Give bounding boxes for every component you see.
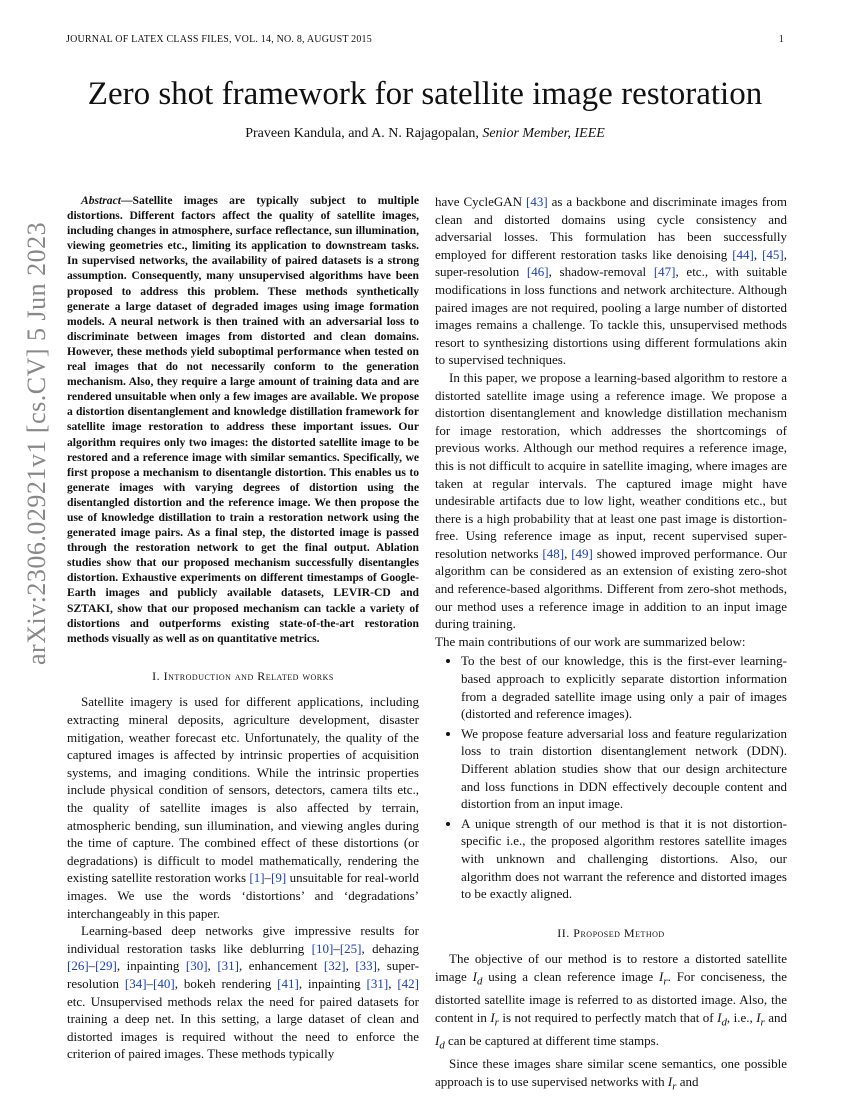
contributions-intro: The main contributions of our work are summarized below:	[435, 633, 746, 649]
text: have CycleGAN	[435, 194, 526, 209]
citation-link[interactable]: [33]	[355, 958, 378, 974]
abstract	[67, 193, 419, 646]
text: etc. Unsupervised methods relax the need for paired datasets for training a deep net. In this setting, a large dataset of clean and distorted images is required without the need to enforce the criterion of paired images. These methods typically	[67, 993, 419, 1062]
citation-link[interactable]: [29]	[95, 958, 117, 974]
list-item: • A unique strength of our method is that it is not distortion-specific i.e., the proposed algorithm restores satellite images with unknown and challenging distortions. Also, our algorithm does not warrant the reference and distorted images to be exactly aligned.	[461, 815, 787, 903]
math-sub: r	[760, 1016, 765, 1029]
citation-link[interactable]: [43]	[525, 194, 548, 209]
text: and	[676, 1073, 699, 1089]
math-symbol	[435, 1032, 445, 1052]
text: , shadow-removal	[548, 264, 654, 280]
citation-link[interactable]: [31]	[217, 958, 239, 974]
math-sub: d	[721, 1016, 727, 1029]
math-sub: r	[494, 1016, 499, 1029]
text: , super-resolution	[435, 246, 788, 280]
math-I: I	[435, 1032, 440, 1048]
list-item: • To the best of our knowledge, this is the first-ever learning-based approach to explicitly separate distortion information from a degraded satellite image using only a pair of images (distorted and reference images).	[461, 652, 787, 722]
text: In this paper, we propose a learning-based algorithm to restore a distorted satellite image using a reference image. We propose a distortion disentanglement and knowledge distillation mechanism for image restoration, which addresses the shortcomings of previous works. Although our method requires a reference image, this is not difficult to acquire in satellite imaging, where images are taken at regular intervals. The captured image might have undesirable artifacts due to low light, weather conditions etc., but there is a high probability that at least one past image is distortion-free. Using reference image as input, recent supervised super-resolution networks	[435, 369, 787, 561]
running-header	[66, 34, 784, 48]
math-sub: d	[439, 1039, 445, 1052]
text: , inpainting	[298, 975, 367, 991]
text: , super-resolution	[67, 958, 420, 991]
citation-link[interactable]: [41]	[277, 975, 299, 991]
intro-paragraph-2: Learning-based deep networks give impressive results for individual restoration tasks like deblurring [10]–[25], dehazing [26]–[29], inpainting [30], [31], enhancement [32], [33], super-resolution [34]–[40], bokeh rendering [41], inpainting [31], [42] etc. Unsupervised methods relax the need for paired datasets for training a deep net. In this setting, a large dataset of clean and distorted images is required without the need to enforce the criterion of paired images. These methods typically	[67, 923, 420, 1062]
text: showed improved performance. Our algorithm can be considered as an extension of existing zero-shot and reference-based algorithms. Different from zero-shot methods, our method uses a reference image in addition to an input image during training.	[435, 545, 788, 632]
citation-link[interactable]: [9]	[271, 870, 287, 886]
dash: –	[264, 870, 272, 886]
citation-link[interactable]: [26]	[67, 958, 89, 974]
text: , enhancement	[239, 958, 324, 974]
text: is not required to perfectly match that of	[498, 1009, 718, 1025]
text: Since these images share similar scene semantics, one possible approach is to use supervised networks with	[435, 1056, 787, 1089]
intro-p1-tail: unsuitable for real-world images. We use the words ‘distortions’ and ‘degradations’ interchangeably in this paper.	[67, 870, 420, 921]
list-item: • We propose feature adversarial loss and feature regularization loss to train distortion disentanglement network (DDN). Different ablation studies show that our design architecture and loss functions in DDN effectively decouple content and distortion from an input image.	[461, 725, 787, 813]
text: , dehazing	[361, 940, 419, 956]
text: Learning-based deep networks give impressive results for individual restoration tasks like deblurring	[67, 923, 419, 956]
page-number: 1	[778, 34, 784, 45]
citation-link[interactable]: [30]	[185, 958, 208, 974]
abstract-text: —Satellite images are typically subject to multiple distortions. Different factors affect the quality of satellite images, including changes in atmosphere, surface reflectance, sun illumination, viewing geometries etc., limiting its application to downstream tasks. In supervised networks, the availability of paired datasets is a strong assumption. Consequently, many unsupervised algorithms have been proposed to address this problem. These methods synthetically generate a large dataset of degraded images using image formation models. A neural network is then trained with an adversarial loss to discriminate between images from distorted and clean domains. However, these methods yield suboptimal performance when tested on real images that do not necessarily conform to the generation mechanism. Also, they require a large amount of training data and are rendered unsuitable when only a few images are available. We propose a distortion disentanglement and knowledge distillation framework for satellite image restoration to address these important issues. Our algorithm requires only two images: the distorted satellite image to be restored and a reference image with similar semantics. Specifically, we first propose a mechanism to disentangle distortion. This enables us to generate images with varying degrees of distortion using the disentangled distortion and the reference image. We then propose the use of knowledge distillation to train a restoration network using the generated image pairs. As a final step, the distorted image is passed through the restoration network to get the final output. Ablation studies show that our proposed mechanism successfully disentangles distortion. Exhaustive experiments on different timestamps of Google-Earth images and publicly available datasets, LEVIR-CD and SZTAKI, show that our proposed mechanism can tackle a variety of distortions and outperforms existing state-of-the-art restoration methods visually as well as on quantitative metrics.	[67, 194, 419, 645]
math-I: I	[659, 968, 664, 984]
text: as a backbone and discriminate images from clean and distorted domains using cycle consistency and adversarial losses. This formulation has been successfully employed for different restoration tasks like denoising	[435, 194, 788, 262]
math-symbol	[490, 1009, 499, 1029]
citation-link[interactable]: [46]	[526, 264, 549, 280]
section-heading-1: I. Introduction and Related works	[152, 668, 334, 683]
math-symbol	[472, 968, 483, 988]
text: , i.e.,	[726, 1009, 757, 1025]
author-names: Praveen Kandula, and A. N. Rajagopalan,	[245, 126, 479, 141]
citation-link[interactable]: [34]	[124, 975, 147, 991]
citation-link[interactable]: [1]	[249, 870, 265, 886]
math-symbol	[659, 968, 668, 988]
intro-paragraph-1	[67, 693, 419, 922]
text: can be captured at different time stamps.	[444, 1032, 659, 1048]
citation-link[interactable]: [25]	[339, 940, 362, 956]
math-I: I	[472, 968, 477, 984]
citation-link[interactable]: [48]	[542, 545, 565, 561]
paper-title: Zero shot framework for satellite image restoration	[87, 76, 763, 112]
text: , etc., with suitable modifications in loss functions and network architecture. Although paired images are not required, pooling a large number of distorted images remains a challenge. To tackle this, unsupervised methods resort to synthesizing distortions using different formulations akin to supervised techniques.	[435, 264, 787, 368]
text: , bokeh rendering	[174, 975, 278, 991]
left-column	[67, 193, 419, 1063]
math-sub: r	[663, 975, 668, 988]
author-line	[0, 126, 850, 142]
method-paragraph-2	[435, 1055, 787, 1096]
right-paragraph-0: have CycleGAN [43] as a backbone and discriminate images from clean and distorted domains using cycle consistency and adversarial losses. This formulation has been successfully employed for different restoration tasks like denoising [44], [45], super-resolution [46], shadow-removal [47], etc., with suitable modifications in loss functions and network architecture. Although paired images are not required, pooling a large number of distorted images remains a challenge. To tackle this, unsupervised methods resort to synthesizing distortions using different formulations akin to supervised techniques.	[435, 194, 788, 368]
text: . For conciseness, the distorted satellite image is referred to as distorted image. Also, the content in	[435, 968, 788, 1025]
citation-link[interactable]: [44]	[732, 246, 754, 262]
citation-link[interactable]: [10]	[311, 940, 334, 956]
author-role: Senior Member, IEEE	[482, 126, 605, 141]
section-heading-2: II. Proposed Method	[557, 925, 665, 940]
citation-link[interactable]: [40]	[153, 975, 175, 991]
math-I: I	[667, 1073, 673, 1089]
right-column	[435, 193, 787, 1096]
abstract-label: Abstract	[81, 194, 121, 207]
citation-link[interactable]: [32]	[323, 958, 346, 974]
arxiv-stamp: arXiv:2306.02921v1 [cs.CV] 5 Jun 2023	[22, 221, 51, 665]
citation-link[interactable]: [47]	[653, 264, 676, 280]
math-I: I	[490, 1009, 495, 1025]
text: and	[764, 1009, 787, 1025]
math-I: I	[717, 1009, 722, 1025]
math-sub: r	[672, 1080, 677, 1093]
right-paragraph-1: In this paper, we propose a learning-based algorithm to restore a distorted satellite image using a reference image. We propose a distortion disentanglement and knowledge distillation mechanism for image restoration, which addresses the shortcomings of previous works. Although our method requires a reference image, this is not difficult to acquire in satellite imaging, where images are taken at regular intervals. The captured image might have undesirable artifacts due to low light, weather conditions etc., but there is a high probability that at least one past image is distortion-free. Using reference image as input, recent supervised super-resolution networks [48], [49] showed improved performance. Our algorithm can be considered as an extension of existing zero-shot and reference-based algorithms. Different from zero-shot methods, our method uses a reference image in addition to an input image during training.	[435, 369, 788, 632]
text: The objective of our method is to restore a distorted satellite image	[435, 951, 787, 984]
journal-header: JOURNAL OF LATEX CLASS FILES, VOL. 14, NO. 8, AUGUST 2015	[66, 34, 372, 45]
method-paragraph-1	[435, 950, 787, 1055]
math-I: I	[756, 1009, 761, 1025]
text: using a clean reference image	[482, 968, 660, 984]
text: , inpainting	[116, 958, 186, 974]
citation-link[interactable]: [45]	[762, 246, 784, 262]
math-sub: d	[476, 975, 483, 988]
citation-link[interactable]: [42]	[397, 975, 420, 991]
citation-link[interactable]: [31]	[366, 975, 389, 991]
math-symbol	[717, 1009, 727, 1029]
math-symbol	[756, 1009, 765, 1029]
intro-p1-text: Satellite imagery is used for different applications, including extracting mineral deposits, agriculture development, disaster mitigation, weather forecast etc. Unfortunately, the quality of the captured images is affected by intrinsic properties of acquisition systems, and imaging conditions. While the intrinsic properties include physical condition of sensors, detectors, camera tilts etc., the quality of satellite images is also affected by terrain, atmospheric bending, sun illumination, and viewing angles during the time of capture. The combined effect of these distortions (or degradations) is difficult to model mathematically, rendering the existing satellite restoration works	[67, 694, 419, 886]
citation-link[interactable]: [49]	[571, 545, 593, 561]
contributions-list	[435, 652, 787, 902]
